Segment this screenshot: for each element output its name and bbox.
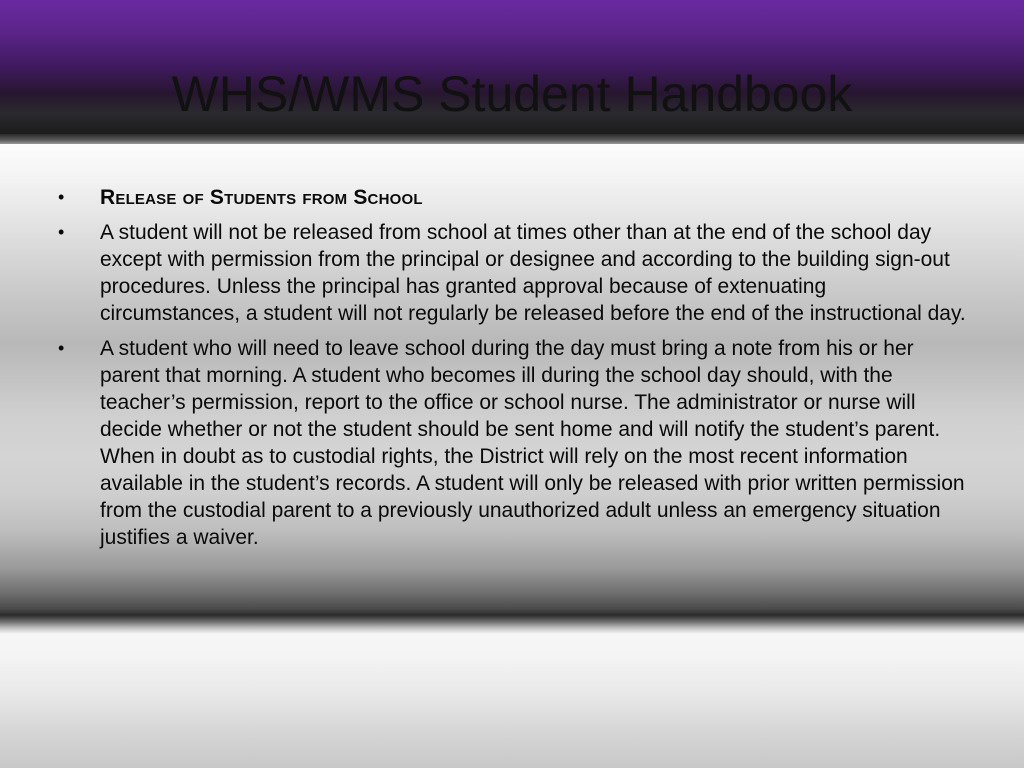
bullet-icon: • xyxy=(58,222,65,242)
bullet-icon: • xyxy=(58,338,65,358)
bullet-item-release-policy xyxy=(58,219,970,327)
title-divider xyxy=(0,134,1024,144)
bullet-item-heading xyxy=(58,184,970,211)
section-heading: Release of Students from School xyxy=(100,186,423,209)
bullet-text: A student will not be released from school at times other than at the end of the school day except with permission from the principal or designee and according to the building sign-out procedures. Unless the principal has granted approval because of extenuating circumstances, a student will not regularly be released before the end of the instructional day. xyxy=(100,221,966,325)
bullet-item-leave-procedure xyxy=(58,335,970,551)
bullet-list xyxy=(58,184,970,559)
slide-title: WHS/WMS Student Handbook xyxy=(171,66,853,122)
bullet-icon: • xyxy=(58,187,65,207)
bullet-text: A student who will need to leave school during the day must bring a note from his or her parent that morning. A student who becomes ill during the school day should, with the teacher’s permission, report to the office or school nurse. The administrator or nurse will decide whether or not the student should be sent home and will notify the student’s parent. When in doubt as to custodial rights, the District will rely on the most recent information available in the student’s records. A student will only be released with prior written permission from the custodial parent to a previously unauthorized adult unless an emergency situation justifies a waiver. xyxy=(100,337,965,549)
